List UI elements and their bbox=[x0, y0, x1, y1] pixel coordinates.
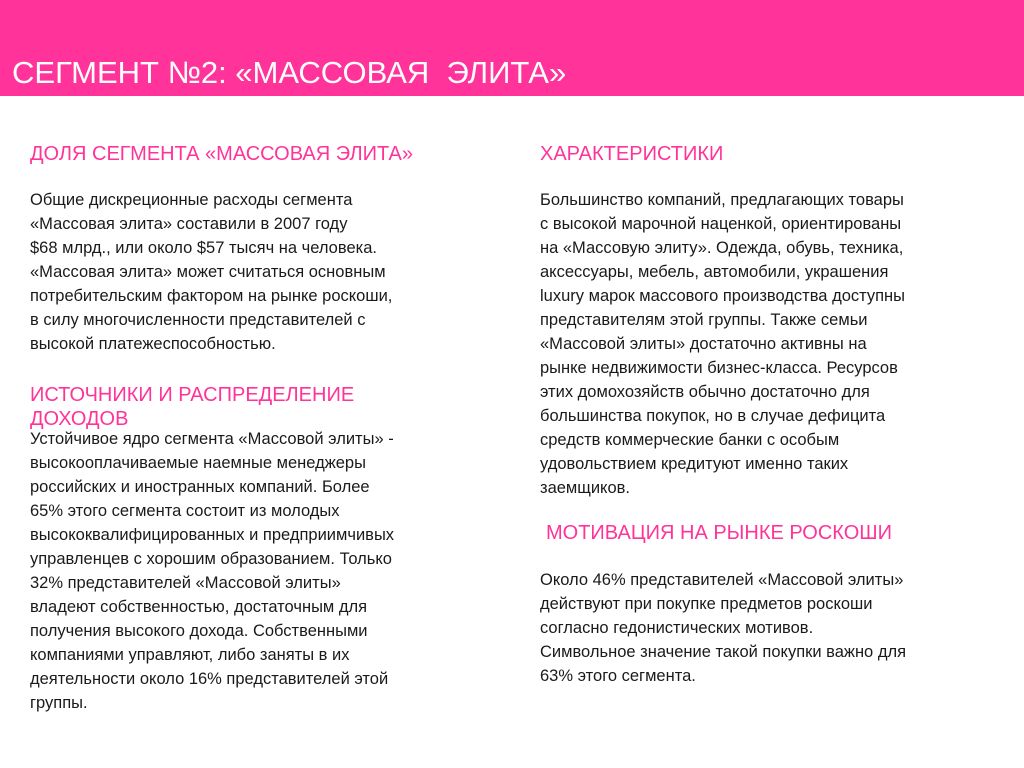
paragraph-line: аксессуары, мебель, автомобили, украшения bbox=[540, 263, 889, 281]
paragraph-line: Большинство компаний, предлагающих товары bbox=[540, 191, 904, 209]
paragraph-line: «Массовой элиты» достаточно активны на bbox=[540, 335, 867, 353]
paragraph-line: управленцев с хорошим образованием. Только bbox=[30, 550, 392, 568]
paragraph-line: действуют при покупке предметов роскоши bbox=[540, 595, 873, 613]
paragraph-line: 65% этого сегмента состоит из молодых bbox=[30, 502, 340, 520]
paragraph-line: большинства покупок, но в случае дефицита bbox=[540, 407, 886, 425]
paragraph-line: Около 46% представителей «Массовой элиты» bbox=[540, 571, 904, 589]
paragraph-line: рынке недвижимости бизнес-класса. Ресурсов bbox=[540, 359, 898, 377]
paragraph-line: Устойчивое ядро сегмента «Массовой элиты» - bbox=[30, 430, 394, 448]
share-heading: ДОЛЯ СЕГМЕНТА «МАССОВАЯ ЭЛИТА» bbox=[30, 143, 413, 165]
paragraph-line: $68 млрд., или около $57 тысяч на человека. bbox=[30, 239, 377, 257]
motivation-heading: МОТИВАЦИЯ НА РЫНКЕ РОСКОШИ bbox=[546, 522, 892, 544]
paragraph-line: 32% представителей «Массовой элиты» bbox=[30, 574, 341, 592]
paragraph-line: согласно гедонистических мотивов. bbox=[540, 619, 814, 637]
paragraph-line: на «Массовую элиту». Одежда, обувь, техника, bbox=[540, 239, 904, 257]
paragraph-line: удовольствием кредитуют именно таких bbox=[540, 455, 849, 473]
paragraph-line: этих домохозяйств обычно достаточно для bbox=[540, 383, 870, 401]
paragraph-line: с высокой марочной наценкой, ориентированы bbox=[540, 215, 902, 233]
income-paragraph bbox=[30, 427, 394, 715]
paragraph-line: деятельности около 16% представителей этой bbox=[30, 670, 389, 688]
paragraph-line: владеют собственностью, достаточным для bbox=[30, 598, 368, 616]
paragraph-line: Общие дискреционные расходы сегмента bbox=[30, 191, 353, 209]
paragraph-line: Символьное значение такой покупки важно для bbox=[540, 643, 907, 661]
paragraph-line: группы. bbox=[30, 694, 88, 712]
heading-line: ДОХОДОВ bbox=[30, 408, 129, 430]
characteristics-paragraph bbox=[540, 188, 905, 500]
paragraph-line: получения высокого дохода. Собственными bbox=[30, 622, 368, 640]
paragraph-line: 63% этого сегмента. bbox=[540, 667, 696, 685]
characteristics-heading: ХАРАКТЕРИСТИКИ bbox=[540, 143, 724, 165]
paragraph-line: российских и иностранных компаний. Более bbox=[30, 478, 370, 496]
paragraph-line: luxury марок массового производства доступны bbox=[540, 287, 906, 305]
motivation-paragraph bbox=[540, 568, 906, 688]
paragraph-line: в силу многочисленности представителей с bbox=[30, 311, 366, 329]
paragraph-line: представителям этой группы. Также семьи bbox=[540, 311, 868, 329]
paragraph-line: «Массовая элита» составили в 2007 году bbox=[30, 215, 348, 233]
income-heading bbox=[30, 383, 450, 431]
share-paragraph bbox=[30, 188, 392, 356]
paragraph-line: высокой платежеспособностью. bbox=[30, 335, 276, 353]
paragraph-line: компаниями управляют, либо заняты в их bbox=[30, 646, 350, 664]
paragraph-line: средств коммерческие банки с особым bbox=[540, 431, 840, 449]
paragraph-line: заемщиков. bbox=[540, 479, 630, 497]
paragraph-line: высокооплачиваемые наемные менеджеры bbox=[30, 454, 366, 472]
paragraph-line: высококвалифицированных и предприимчивых bbox=[30, 526, 395, 544]
paragraph-line: потребительским фактором на рынке роскоши, bbox=[30, 287, 393, 305]
slide-title: СЕГМЕНТ №2: «МАССОВАЯ ЭЛИТА» bbox=[12, 55, 567, 90]
heading-line: ИСТОЧНИКИ И РАСПРЕДЕЛЕНИЕ bbox=[30, 384, 355, 406]
title-banner bbox=[0, 0, 1024, 96]
paragraph-line: «Массовая элита» может считаться основным bbox=[30, 263, 386, 281]
